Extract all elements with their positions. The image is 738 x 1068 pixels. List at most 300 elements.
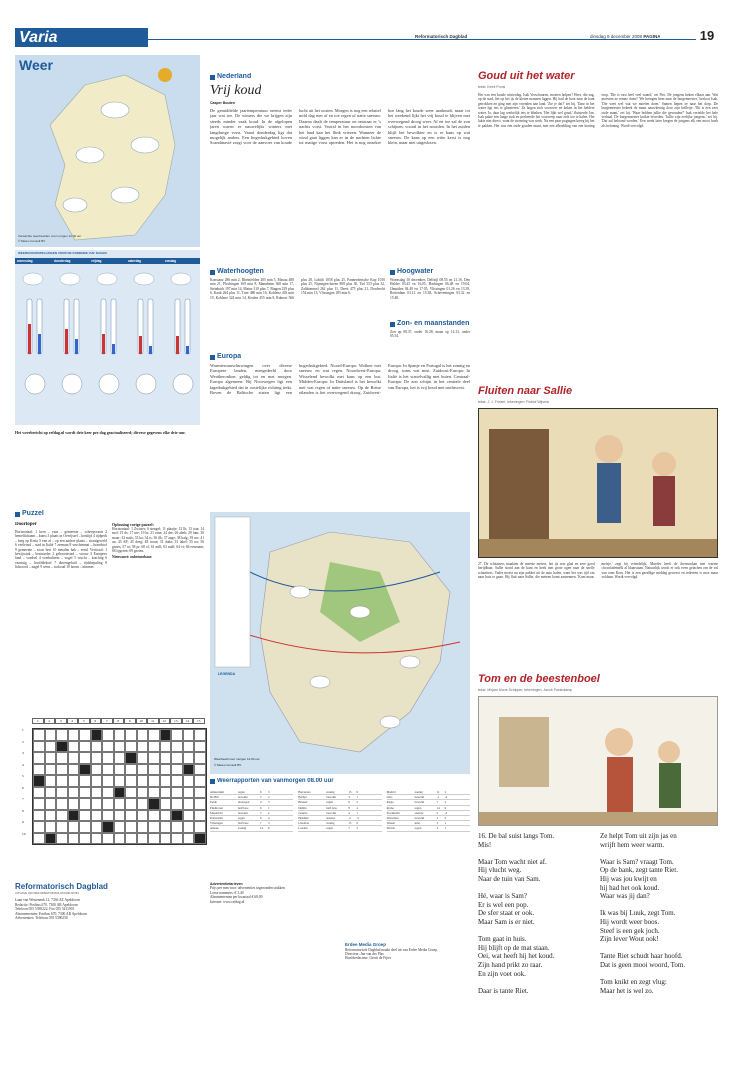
weather-cell: Stockholm — [386, 810, 400, 815]
weather-cell: 3 — [268, 800, 270, 805]
col-num: 1 — [32, 718, 44, 724]
europe-map-copyright: © Meteo Consult BV — [214, 763, 242, 768]
puzzle-cell[interactable] — [102, 752, 114, 764]
poem-right — [600, 832, 718, 1052]
puzzle-cell[interactable] — [148, 821, 160, 833]
weather-cell: Athene — [210, 826, 219, 831]
colofon-line: Redactie: Postbus 670, 7300 AR Apeldoorn — [15, 902, 78, 907]
weather-cell: 2 — [356, 800, 358, 805]
forecast-panel — [15, 250, 200, 425]
puzzle-cell[interactable] — [33, 798, 45, 810]
poem-line — [478, 927, 593, 936]
puzzle-cell[interactable] — [45, 798, 57, 810]
media-brand: Erdee Media Groep — [345, 942, 387, 947]
puzzle-cell[interactable] — [91, 764, 103, 776]
col-num: 8 — [113, 718, 125, 724]
puzzle-cell[interactable] — [33, 764, 45, 776]
puzzle-cell[interactable] — [45, 833, 57, 845]
europe-weather-map — [210, 512, 470, 774]
puzzle-cell[interactable] — [56, 821, 68, 833]
poem-line: Ik was bij Luuk, zegt Tom. — [600, 909, 676, 918]
puzzle-cell[interactable] — [56, 798, 68, 810]
day-label: woensdag — [17, 258, 33, 263]
puzzle-cell[interactable] — [79, 798, 91, 810]
col-num: 15 — [193, 718, 205, 724]
puzzle-cell[interactable] — [68, 775, 80, 787]
goud-text: Het was een koude winterdag. Isak Verschuuren, moeten helpen? Hees, die zag, op de stad, liet op het ijs de kleine mannen liggen. Hij had de boot naar de kant getrokken en ging met zijn vrienden aan land. 'Zie je dat?' zei hij. 'Daar in het water ligt iets te glinsteren.' Ze bogen zich voorover en keken in het heldere water. Ja, daar lag werkelijk iets te blinken. 'Het lijkt wel goud,' fluisterde Jan. Isak pakte een lange stok en probeerde het voorwerp naar zich toe te halen. Het lukte niet direct, want de stroming was sterk. Na een paar pogingen kreeg hij het te pakken. Het was een oude gouden munt, met een afbeelding van een koning erop. 'Die is vast heel veel waard,' zei Piet. De jongens keken elkaar aan. Wat moesten ze ermee doen? 'We brengen hem naar de burgemeester,' besloot Isak. 'Die weet wel wat we moeten doen.' Samen liepen ze naar het dorp. De burgemeester bekeek de munt nauwkeurig door zijn brilletje. 'Dit is een zeer oude munt,' zei hij. 'Waar hebben jullie die gevonden?' Isak vertelde het hele verhaal. De burgemeester knikte tevreden. 'Jullie zijn eerlijke jongens,' zei hij. 'Dat zal beloond worden.' Een week later kregen de jongens elk een mooi boek als beloning. Wordt vervolgd. — [478, 93, 718, 128]
puzzle-cell[interactable] — [79, 833, 91, 845]
puzzle-cell[interactable] — [183, 810, 195, 822]
col-num: 10 — [136, 718, 148, 724]
puzzle-cell[interactable] — [45, 741, 57, 753]
zon-text: Zon op 08.37, onder 16.28; maan op 14.13, onder 05.54. — [390, 330, 470, 339]
puzzle-cell[interactable] — [137, 833, 149, 845]
weather-cell: bewolkt — [326, 810, 336, 815]
puzzle-cell[interactable] — [183, 833, 195, 845]
row-num: 7 — [22, 797, 24, 801]
colofon-line: Telefoon 055 5390222, Fax 055 5411901 — [15, 907, 75, 912]
weather-cell: 3 — [348, 795, 350, 800]
poem-line: Zijn hand prikt zo raar. — [478, 960, 543, 969]
puzzle-cell[interactable] — [33, 810, 45, 822]
puzzle-cell[interactable] — [125, 821, 137, 833]
weather-cell: half bew. — [238, 805, 249, 810]
poem-line: Maar het is wel zo. — [600, 986, 654, 995]
weather-cell: 6 — [260, 790, 262, 794]
europe-map-caption: Weerbeeld voor morgen 12.00 uur — [214, 757, 260, 762]
puzzle-cell[interactable] — [68, 833, 80, 845]
puzzle-cell[interactable] — [194, 833, 206, 845]
puzzle-cell[interactable] — [160, 764, 172, 776]
weather-cell: 4 — [356, 805, 358, 810]
day-label: zondag — [165, 258, 177, 263]
comic-illustration — [479, 409, 718, 558]
puzzle-cell[interactable] — [68, 810, 80, 822]
netherlands-map — [15, 55, 200, 247]
puzzle-cell[interactable] — [160, 787, 172, 799]
puzzle-cell[interactable] — [183, 787, 195, 799]
puzzle-cell[interactable] — [183, 752, 195, 764]
weather-cell: 13 — [348, 790, 352, 794]
puzzle-cell[interactable] — [79, 787, 91, 799]
zon-label-wrap — [390, 320, 469, 329]
puzzle-cell[interactable] — [125, 810, 137, 822]
puzzle-cell[interactable] — [194, 764, 206, 776]
weather-cell: 11 — [436, 790, 440, 794]
puzzle-cell[interactable] — [125, 798, 137, 810]
puzzle-cell[interactable] — [45, 821, 57, 833]
puzzle-cell[interactable] — [137, 741, 149, 753]
weather-cell: 1 — [356, 810, 358, 815]
puzzle-cell[interactable] — [160, 729, 172, 741]
puzzle-cell[interactable] — [45, 787, 57, 799]
puzzle-cell[interactable] — [68, 752, 80, 764]
puzzle-cell[interactable] — [33, 775, 45, 787]
puzzle-cell[interactable] — [91, 729, 103, 741]
nederland-text: De gemiddelde jaartemperatuur neemt ieder jaar wat toe. De winters die we krijgen zijn steeds minder vaak koud. In de afgelopen jaren waren er nauwelijks winters met langdurige vorst. Vanaf donderdag ligt dat mogelijk anders. Een hogedrukgebied boven Scandinavië zorgt voor de aanvoer van koude lucht uit het oosten. Morgen is nog een relatief mild dag met af en toe regen of natte sneeuw. Daarna daalt de temperatuur en ontstaat er 's nachts vorst. Vooral in het noordoosten van het land kan het flink vriezen. Wanneer de wind gaat liggen kan er in de nachten lichte tot matige vorst optreden. Het is nog onzeker hoe lang het koude weer aanhoudt, maar tot het weekend lijkt het vrij koud te blijven met overwegend droog weer. Af en toe zal de zon schijnen, vooral in het noorden. In het zuiden blijft het bewolkter en is er kans op wat sneeuw. De kans op een witte kerst is nog klein, maar niet uitgesloten. — [210, 108, 470, 146]
ads-title: Advertentietarieven — [210, 882, 243, 886]
weather-cell: Helsinki — [298, 816, 309, 821]
puzzle-cell[interactable] — [56, 810, 68, 822]
poem-line: hij had het ook koud. — [600, 883, 660, 892]
puzzle-cell[interactable] — [125, 729, 137, 741]
puzzle-cell[interactable] — [183, 729, 195, 741]
puzzle-cell[interactable] — [91, 810, 103, 822]
puzzle-cell[interactable] — [194, 729, 206, 741]
puzzle-cell[interactable] — [45, 752, 57, 764]
puzzle-cell[interactable] — [56, 833, 68, 845]
puzzle-cell[interactable] — [79, 752, 91, 764]
puzzle-cell[interactable] — [33, 752, 45, 764]
colofon-mid — [210, 882, 340, 1052]
mid-line: Abonnementen per kwartaal € 68,00 — [210, 895, 263, 900]
day-label: zaterdag — [128, 258, 142, 263]
puzzle-cell[interactable] — [91, 752, 103, 764]
europe-map-graphic — [210, 512, 470, 774]
weather-cell: 4 — [436, 826, 439, 831]
puzzle-cell[interactable] — [114, 821, 126, 833]
puzzle-cell[interactable] — [91, 787, 103, 799]
puzzle-cell[interactable] — [148, 787, 160, 799]
header-date — [590, 34, 660, 40]
hoogwater-text: Woensdag 10 december, Delfzijl 08.55 en 21.16, Den Helder 03.45 en 16.05, Harlingen 06.48 en 19.04, IJmuiden 04.40 en 17.05, Vlissingen 01.26 en 13.39, Rotterdam 03.12 en 15.38, Scheveningen 03.32 en 15.48. — [390, 278, 470, 300]
puzzle-cell[interactable] — [194, 752, 206, 764]
puzzle-cell[interactable] — [91, 741, 103, 753]
puzzle-cell[interactable] — [79, 764, 91, 776]
weather-cell: 3 — [268, 790, 270, 794]
puzzle-cell[interactable] — [171, 833, 183, 845]
poem-line: De sfer staat er ook. — [478, 909, 535, 918]
puzzle-cell[interactable] — [114, 729, 126, 741]
col-num: 12 — [159, 718, 171, 724]
puzzle-cell[interactable] — [137, 729, 149, 741]
europa-label-wrap — [210, 353, 241, 362]
weather-cell: Warschau — [386, 816, 399, 821]
weather-cell: 8 — [348, 805, 350, 810]
puzzle-cell[interactable] — [137, 810, 149, 822]
puzzle-cell[interactable] — [160, 821, 172, 833]
puzzle-cell[interactable] — [79, 810, 91, 822]
section-title: Varia — [19, 29, 58, 46]
puzzle-cell[interactable] — [56, 729, 68, 741]
weather-cell: 1 — [444, 821, 447, 826]
poem-line: Naar de tuin van Sam. — [478, 874, 541, 883]
fluiten-comic — [478, 408, 718, 558]
puzzle-cell[interactable] — [91, 821, 103, 833]
puzzle-cell[interactable] — [125, 787, 137, 799]
puzzle-cell[interactable] — [125, 833, 137, 845]
puzzle-cell[interactable] — [68, 741, 80, 753]
nederland-label: Nederland — [217, 73, 252, 80]
puzzle-cell[interactable] — [114, 833, 126, 845]
puzzle-cell[interactable] — [171, 764, 183, 776]
weather-cell: 14 — [260, 826, 263, 831]
poem-line: Ze helpt Tom uit zijn jas en — [600, 832, 677, 840]
puzzle-cell[interactable] — [45, 775, 57, 787]
puzzle-cell[interactable] — [171, 741, 183, 753]
weather-cell: Brussel — [298, 800, 308, 805]
forecast-title: WEERSVOORSPELLINGEN VOOR DE KOMENDE VIJF DAGEN — [18, 251, 107, 255]
colofon-sub: UITGAVE VAN REFORMATORISCH DAGBLAD BV — [15, 891, 80, 895]
puzzle-cell[interactable] — [148, 833, 160, 845]
weather-cell: 0 — [444, 816, 447, 821]
puzzle-cell[interactable] — [68, 787, 80, 799]
header-date-text: dinsdag 9 december 2008 — [590, 34, 643, 39]
puzzle-cell[interactable] — [137, 764, 149, 776]
puzzle-cell[interactable] — [33, 787, 45, 799]
weather-cell: half bew. — [326, 805, 338, 810]
puzzle-cell[interactable] — [194, 798, 206, 810]
puzzle-cell[interactable] — [114, 798, 126, 810]
poem-line: Tante Riet schudt haar hoofd. — [600, 952, 683, 961]
poem-line: Hij blijft op de mat staan. — [478, 943, 550, 952]
puzzle-cell[interactable] — [91, 833, 103, 845]
poem-line: Waar is Sam? vraagt Tom. — [600, 857, 674, 866]
weather-cell: zonnig — [326, 790, 335, 794]
solution-title: Oplossing vorige puzzel: — [112, 522, 154, 527]
page-number: 19 — [696, 28, 718, 44]
puzzle-cell[interactable] — [125, 752, 137, 764]
hoogwater-label-wrap — [390, 268, 433, 277]
puzzle-cell[interactable] — [171, 821, 183, 833]
puzzle-cell[interactable] — [102, 729, 114, 741]
weather-cell: 4 — [260, 800, 262, 805]
colofon-left — [15, 882, 200, 1052]
puzzle-cell[interactable] — [171, 798, 183, 810]
puzzle-cell[interactable] — [171, 729, 183, 741]
poem-line — [600, 970, 718, 979]
puzzle-cell[interactable] — [33, 833, 45, 845]
right-line: Directeur: Jan van der Plas — [345, 952, 384, 957]
puzzle-cell[interactable] — [148, 741, 160, 753]
weather-cell: Eelde — [210, 800, 217, 805]
puzzle-cell[interactable] — [68, 821, 80, 833]
weather-cell: Lissabon — [298, 821, 310, 826]
weather-cell: 9 — [356, 821, 358, 826]
puzzle-cell[interactable] — [137, 787, 149, 799]
puzzle-cell[interactable] — [125, 764, 137, 776]
weather-cell: motregen — [238, 800, 250, 805]
weer-title: Weer — [19, 57, 53, 73]
col-num: 5 — [78, 718, 90, 724]
waterhoogten-label: Waterhoogten — [217, 268, 264, 275]
puzzle-cell[interactable] — [79, 821, 91, 833]
puzzle-cell[interactable] — [79, 729, 91, 741]
weather-cell: Dublin — [298, 805, 307, 810]
puzzle-cell[interactable] — [148, 810, 160, 822]
puzzle-cell[interactable] — [183, 775, 195, 787]
weather-cell: sneeuw — [414, 810, 424, 815]
day-label: vrijdag — [91, 258, 102, 263]
puzzle-cell[interactable] — [102, 810, 114, 822]
puzzle-cell[interactable] — [114, 764, 126, 776]
poem-left — [478, 832, 593, 1052]
puzzle-cell[interactable] — [137, 752, 149, 764]
puzzle-cell[interactable] — [194, 787, 206, 799]
weather-cell: -1 — [436, 795, 440, 800]
puzzle-cell[interactable] — [102, 775, 114, 787]
col-num: 6 — [90, 718, 102, 724]
puzzle-cell[interactable] — [194, 775, 206, 787]
fluiten-title: Fluiten naar Sallie — [478, 385, 573, 397]
puzzle-cell[interactable] — [114, 752, 126, 764]
puzzle-cell[interactable] — [114, 741, 126, 753]
weather-cell: Wenen — [386, 821, 395, 826]
weather-cell: regen — [414, 826, 422, 831]
weather-cell: 2 — [444, 800, 447, 805]
poem-line: Hé, waar is Sam? — [478, 892, 527, 901]
puzzle-cell[interactable] — [56, 741, 68, 753]
puzzle-cell[interactable] — [160, 810, 172, 822]
puzzle-cell[interactable] — [171, 810, 183, 822]
puzzle-cell[interactable] — [171, 752, 183, 764]
day-label: donderdag — [54, 258, 71, 263]
puzzle-cell[interactable] — [194, 821, 206, 833]
puzzle-cell[interactable] — [56, 752, 68, 764]
puzzle-cell[interactable] — [148, 775, 160, 787]
puzzle-cell[interactable] — [33, 741, 45, 753]
weather-cell: 3 — [268, 821, 270, 826]
tom-illustration — [478, 696, 718, 826]
nederland-author: Casper Bouten — [210, 101, 235, 105]
puzzle-cell[interactable] — [125, 775, 137, 787]
puzzle-cell[interactable] — [160, 798, 172, 810]
puzzle-cell[interactable] — [56, 775, 68, 787]
weather-row — [387, 826, 470, 831]
puzzle-cell[interactable] — [68, 764, 80, 776]
weather-cell: Berlijn — [298, 795, 307, 800]
puzzle-cell[interactable] — [160, 833, 172, 845]
tom-picture — [479, 697, 718, 826]
puzzle-cell[interactable] — [56, 764, 68, 776]
row-num: 8 — [22, 808, 24, 813]
puzzle-cell[interactable] — [102, 821, 114, 833]
puzzle-cell[interactable] — [137, 775, 149, 787]
waterhoogten-text: Konstanz 286 min 2, Rheinfelden 205 min 5, Maxau 488 min 21, Plochingen 169 min 8, Mannheim 368 min 17, Steinbach 197 min 14, Mainz 310 plus 7, Bingen 229 plus 6, Kaub 264 plus 11, Trier 480 min 16, Koblenz 403 min 19, Koblenz 324 min 14, Keulen 455 min 8, Ruhrort 566 plus 28, Lobith 1058 plus 25, Pannerdensche Kop 1010 plus 25, Nijmegen-haven 808 plus 30, Tiel 553 plus 32, Zaltbommel 262 plus 11, Deest 475 plus 21, Dordrecht 154 min 13, Vlissingen 185 min 6. — [210, 278, 385, 300]
puzzle-cell[interactable] — [160, 752, 172, 764]
weather-cell: 2 — [444, 790, 447, 794]
puzzle-cell[interactable] — [33, 729, 45, 741]
map-caption: Verwachte weerbeelden voor morgen 12.00 uur — [18, 234, 82, 239]
puzzle-cell[interactable] — [171, 787, 183, 799]
puzzel-text: Horizontaal: 1 kern – vaas – gemeente – scheepsvaart 2 hemellichaam – kunst 3 plaats in Overijssel – kosttijd 4 tijdperk – berg op Kreta 5 van af – op een andere plaats – straatgeweld 6 veelvoud – stad in Italië 7 zeeman 8 vruchtennat – brandstof 9 gemeente – soort hert 10 metalen bak – eend. Verticaal: 1 bewijsstuk – bestuurder 2 geboortestad – vrouw 3 Europees land – voedsel 4 voetbalterm – vogel 5 vrucht – krachtig 6 vaartuig – hoofddeksel 7 dierengeluid – tijdsbepaling 8 lidwoord – nagel 9 wens – stokoud 10 boom – nimmer. — [15, 530, 107, 570]
puzzle-row-numbers — [22, 728, 26, 843]
puzzle-cell[interactable] — [194, 741, 206, 753]
map-copyright: © Meteo Consult BV — [18, 239, 46, 244]
puzzle-cell[interactable] — [148, 764, 160, 776]
puzzle-cell[interactable] — [148, 798, 160, 810]
weather-cell: 6 — [260, 816, 262, 821]
col-num: 4 — [67, 718, 79, 724]
puzzle-cell[interactable] — [102, 741, 114, 753]
section-header-bar — [15, 28, 148, 47]
poem-line: Op de bank, zegt tante Riet. — [600, 866, 678, 875]
nederland-label-wrap — [210, 73, 251, 82]
weather-report-table — [210, 790, 470, 870]
col-num: 13 — [170, 718, 182, 724]
right-line: Hoofdredacteur: Gerrit de Fijter — [345, 956, 392, 961]
puzzle-cell[interactable] — [160, 775, 172, 787]
puzzle-cell[interactable] — [68, 729, 80, 741]
puzzle-cell[interactable] — [33, 821, 45, 833]
puzzle-cell[interactable] — [183, 798, 195, 810]
poem-line: wrijft hem weer warm. — [600, 840, 665, 849]
poem-line: Hij vlucht weg. — [478, 866, 522, 875]
weather-cell: Oslo — [386, 795, 393, 800]
poem-line — [600, 849, 718, 858]
puzzle-cell[interactable] — [45, 764, 57, 776]
weather-cell: mist — [414, 821, 420, 826]
weather-cell: regen — [326, 800, 333, 805]
puzzle-cell[interactable] — [56, 787, 68, 799]
puzzle-cell[interactable] — [137, 798, 149, 810]
puzzle-grid[interactable] — [32, 728, 207, 845]
puzzel-solution — [112, 522, 204, 712]
puzzle-cell[interactable] — [68, 798, 80, 810]
puzzle-cell[interactable] — [102, 787, 114, 799]
weather-cell: bewolkt — [238, 795, 248, 800]
weather-cell: regen — [326, 826, 333, 831]
weather-cell: 5 — [260, 795, 262, 800]
weather-cell: 2 — [268, 795, 270, 800]
puzzle-cell[interactable] — [45, 810, 57, 822]
puzzle-cell[interactable] — [171, 775, 183, 787]
weather-cell: sneeuw — [326, 816, 336, 821]
puzzle-cell[interactable] — [114, 810, 126, 822]
poem-line — [478, 978, 593, 987]
weather-cell: regen — [238, 790, 245, 794]
puzzle-cell[interactable] — [102, 833, 114, 845]
puzzle-cell[interactable] — [91, 775, 103, 787]
weather-cell: 14 — [436, 805, 440, 810]
solution-text: Horizontaal: 1 Zwitser; 6 stengel; 11 plaatje; 12 lb; 13 tota; 14 mol; 15 ds; 17 ure; 19 bi; 21 orne; 24 dre; 26 aheh; 29 fam; 30 snaar; 32 mals; 33 ka; 34 ts; 36 ilk; 37 aage; 38 halg; 39 uw; 41 au; 43 AP; 45 deeg; 48 troon; 51 dada; 53 lakel; 55 na; 56 gnoes; 57 ui; 58 pr; 60 el; 61 mill; 63 mall; 64 vt; 66 eenzaam; 68 tijgeren; 69 gezien. — [112, 527, 204, 554]
puzzle-cell[interactable] — [194, 810, 206, 822]
puzzle-cell[interactable] — [148, 752, 160, 764]
weather-cell: 2 — [436, 816, 439, 821]
puzzle-cell[interactable] — [148, 729, 160, 741]
puzzle-cell[interactable] — [183, 741, 195, 753]
puzzle-cell[interactable] — [91, 798, 103, 810]
puzzle-cell[interactable] — [114, 775, 126, 787]
map-legend: LEGENDA — [218, 672, 236, 676]
puzzle-cell[interactable] — [160, 741, 172, 753]
goud-title: Goud uit het water — [478, 70, 575, 82]
puzzle-cell[interactable] — [102, 798, 114, 810]
poem-line: Maar Tom wacht niet af. — [478, 857, 547, 866]
puzzle-cell[interactable] — [114, 787, 126, 799]
puzzle-cell[interactable] — [79, 741, 91, 753]
mid-line: Internet: www.refdag.nl — [210, 899, 245, 904]
weather-cell: regen — [238, 816, 245, 821]
puzzle-cell[interactable] — [79, 775, 91, 787]
nederland-title: Vrij koud — [210, 83, 262, 98]
puzzle-cell[interactable] — [183, 764, 195, 776]
poem-line: 16. De bal suist langs Tom. — [478, 832, 555, 840]
poem-line — [600, 944, 718, 953]
weather-row — [210, 826, 293, 831]
puzzle-cell[interactable] — [45, 729, 57, 741]
col-num: 11 — [147, 718, 159, 724]
weather-cell: 3 — [436, 821, 439, 826]
weather-cell: De Bilt — [210, 795, 219, 800]
puzzle-cell[interactable] — [137, 821, 149, 833]
weather-cell: bewolkt — [326, 795, 336, 800]
puzzle-cell[interactable] — [183, 821, 195, 833]
puzzle-cell[interactable] — [102, 764, 114, 776]
poem-line — [478, 884, 593, 893]
puzzle-cell[interactable] — [125, 741, 137, 753]
weather-cell: 5 — [260, 810, 262, 815]
